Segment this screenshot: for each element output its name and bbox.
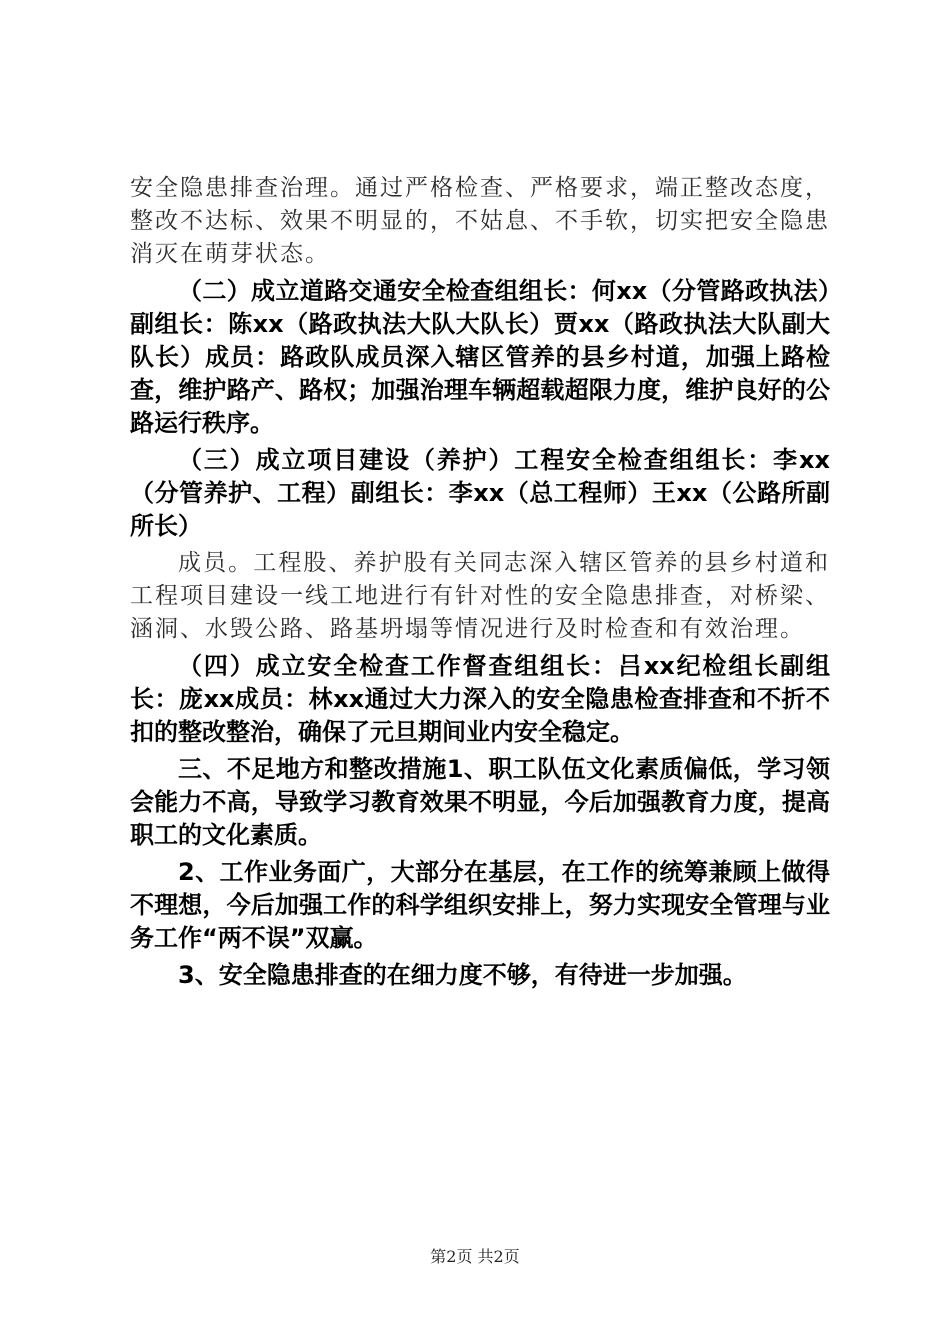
- document-body: [130, 172, 830, 992]
- paragraph-7: 2、工作业务面广，大部分在基层，在工作的统筹兼顾上做得不理想，今后加强工作的科学组织安排上，努力实现安全管理与业务工作“两不误”双赢。: [130, 858, 830, 952]
- paragraph-3: （三）成立项目建设（养护）工程安全检查组组长：李xx（分管养护、工程）副组长：李xx（总工程师）王xx（公路所副所长）: [130, 446, 830, 540]
- paragraph-1: 安全隐患排查治理。通过严格检查、严格要求，端正整改态度，整改不达标、效果不明显的，不姑息、不手软，切实把安全隐患消灭在萌芽状态。: [130, 175, 830, 267]
- paragraph-8: 3、安全隐患排查的在细力度不够，有待进一步加强。: [178, 961, 747, 989]
- paragraph-2: （二）成立道路交通安全检查组组长：何xx（分管路政执法）副组长：陈xx（路政执法大队大队长）贾xx（路政执法大队副大队长）成员：路政队成员深入辖区管养的县乡村道，加强上路检查，维护路产、路权；加强治理车辆超载超限力度，维护良好的公路运行秩序。: [130, 277, 830, 437]
- paragraph-6: 三、不足地方和整改措施1、职工队伍文化素质偏低，学习领会能力不高，导致学习教育效果不明显，今后加强教育力度，提高职工的文化素质。: [130, 755, 830, 849]
- paragraph-4: 成员。工程股、养护股有关同志深入辖区管养的县乡村道和工程项目建设一线工地进行有针对性的安全隐患排查，对桥梁、涵洞、水毁公路、路基坍塌等情况进行及时检查和有效治理。: [130, 550, 830, 642]
- page-number-footer: 第2页 共2页: [430, 1247, 520, 1266]
- paragraph-5: （四）成立安全检查工作督查组组长：吕xx纪检组长副组长：庞xx成员：林xx通过大力深入的安全隐患检查排查和不折不扣的整改整治，确保了元旦期间业内安全稳定。: [130, 652, 830, 746]
